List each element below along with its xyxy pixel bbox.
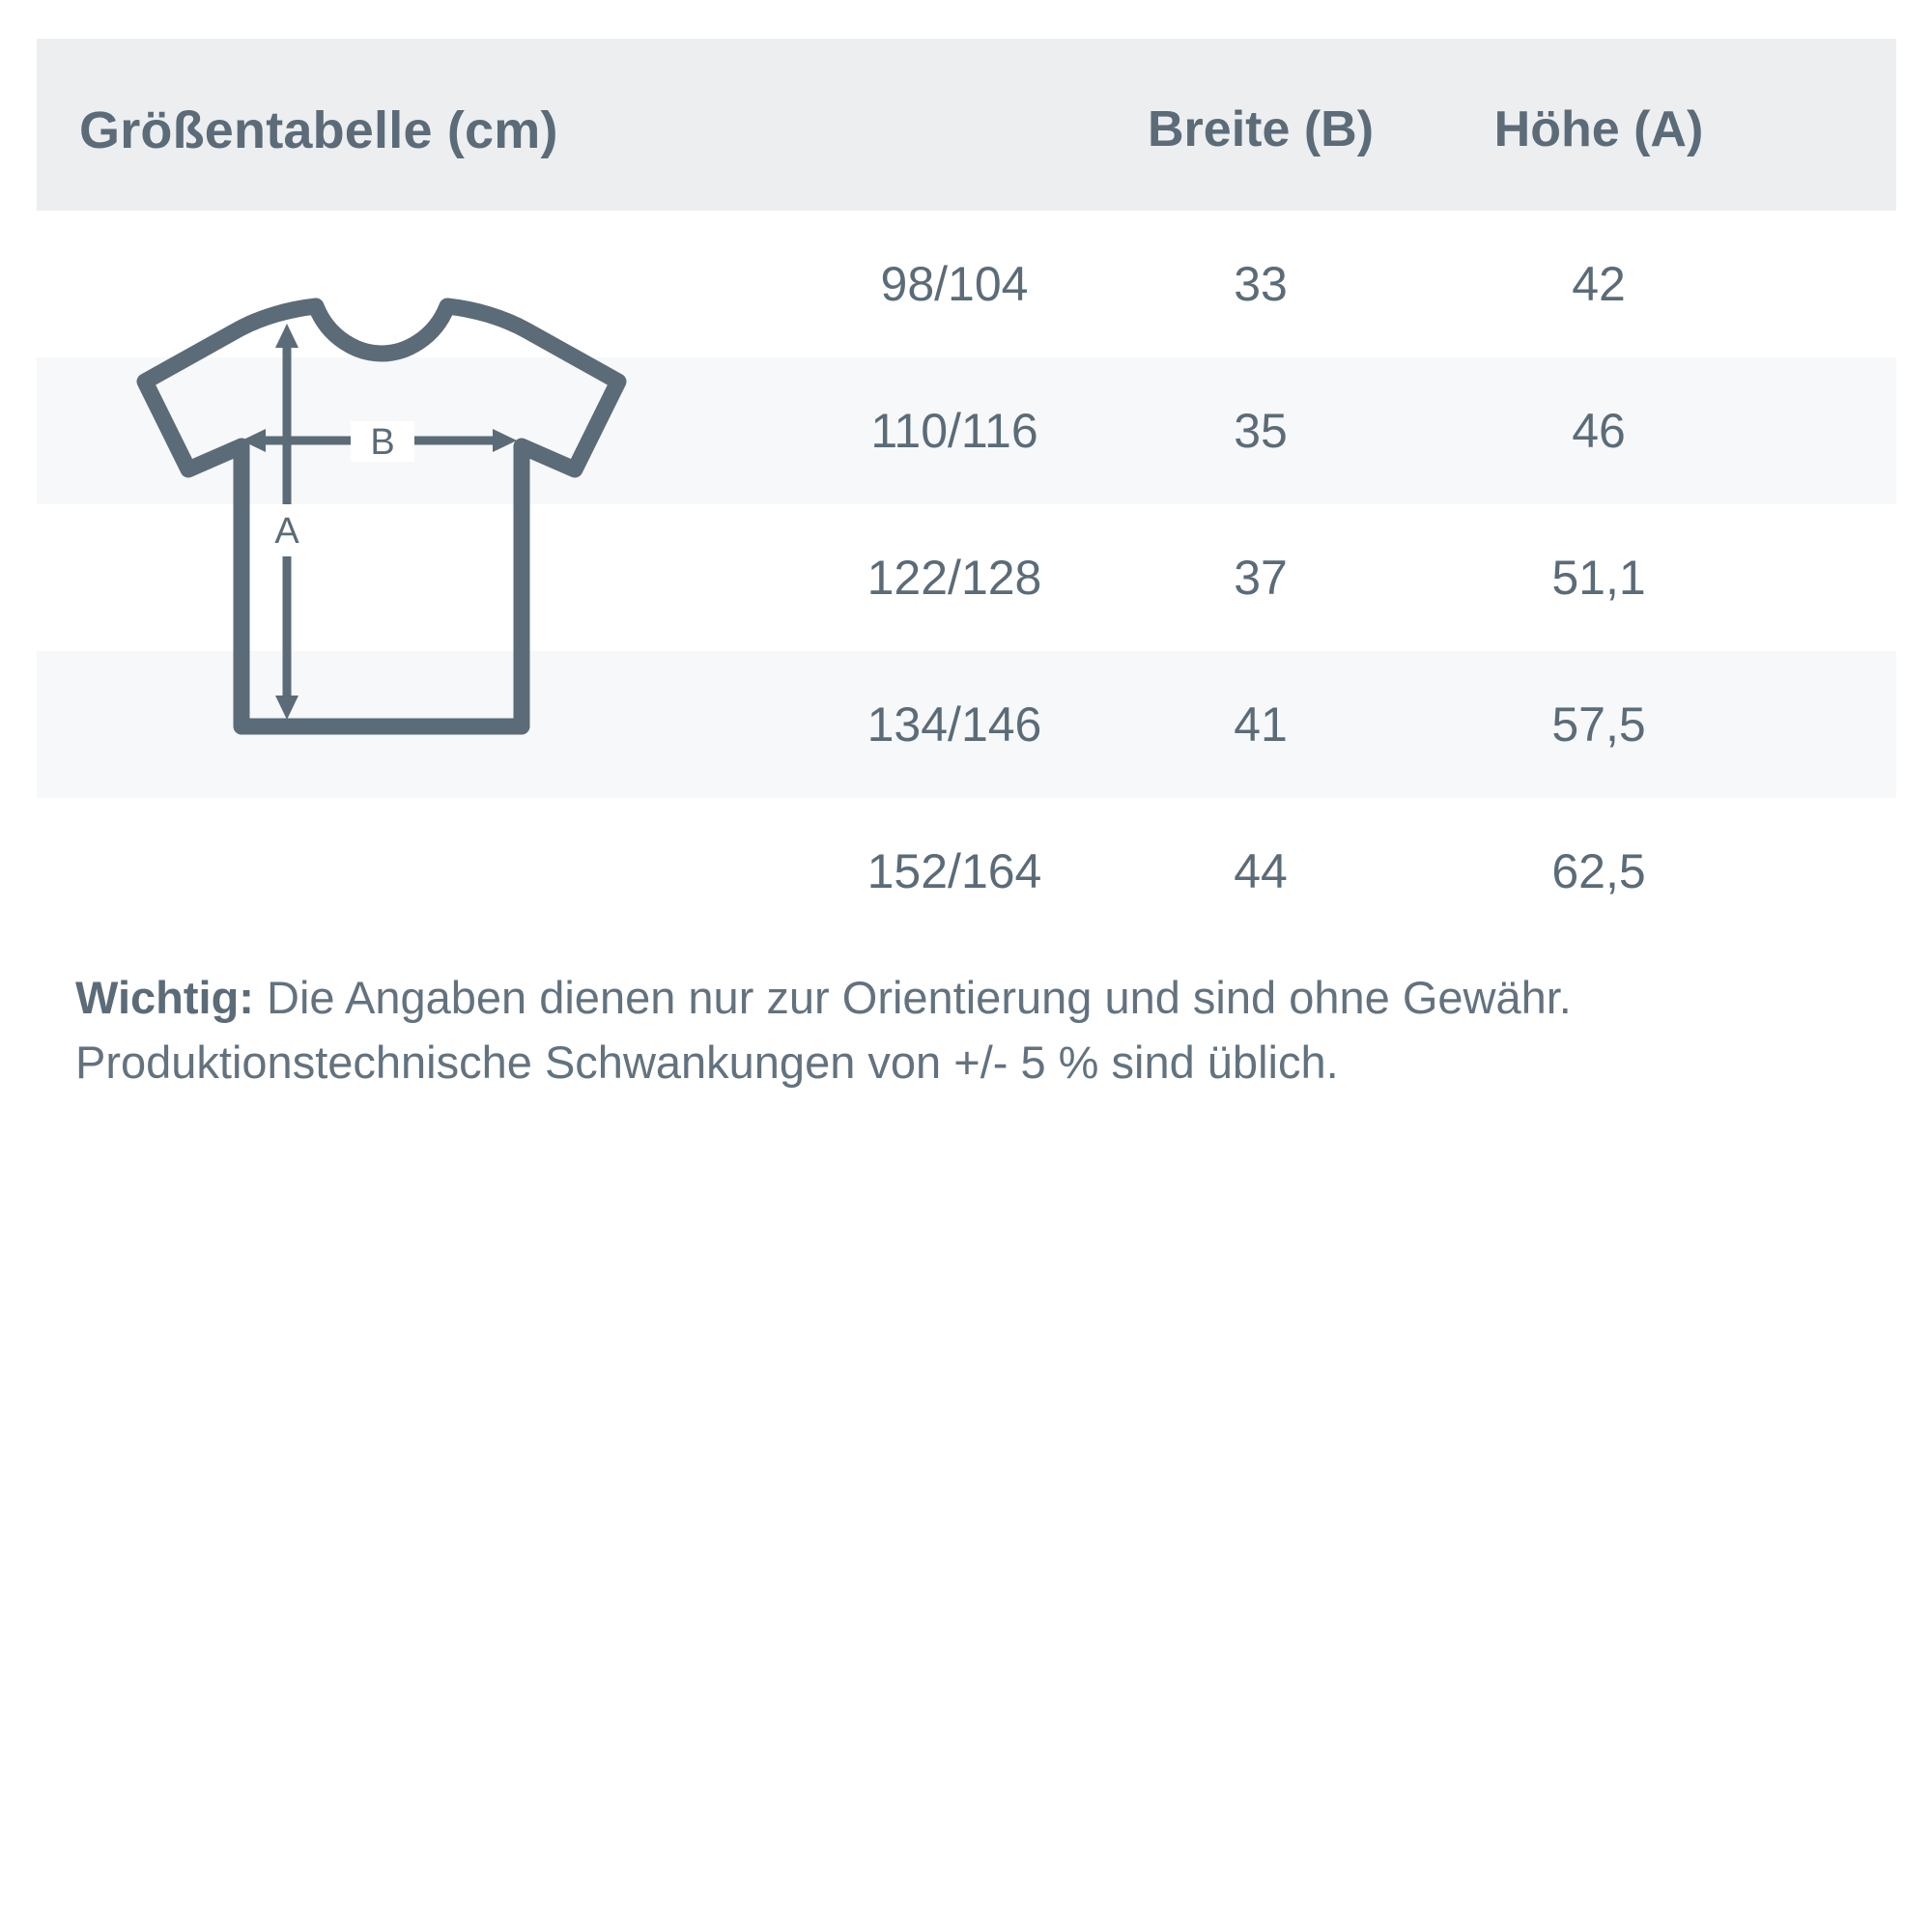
cell-width: 37 [1234,551,1288,605]
column-header-height: Höhe (A) [1493,101,1704,157]
cell-size: 134/146 [867,697,1042,752]
disclaimer-label: Wichtig: [75,972,254,1023]
tshirt-diagram [92,280,671,782]
cell-height: 51,1 [1551,551,1646,605]
cell-width: 44 [1234,844,1288,898]
disclaimer-note [75,966,1814,1094]
cell-height: 62,5 [1551,844,1646,898]
cell-size: 152/164 [867,844,1042,898]
column-header-width: Breite (B) [1147,101,1375,157]
tshirt-outline-icon [145,306,618,726]
cell-height: 46 [1572,404,1626,458]
cell-height: 42 [1572,257,1626,311]
height-label: A [274,511,299,552]
cell-width: 33 [1234,257,1288,311]
width-label: B [370,422,395,463]
disclaimer-text: Die Angaben dienen nur zur Orientierung und sind ohne Gewähr. Produktionstechnische Schwankungen von +/- 5 % sind üblich. [75,972,1572,1088]
page-title: Größentabelle (cm) [79,101,558,159]
cell-width: 35 [1234,404,1288,458]
cell-width: 41 [1234,697,1288,752]
table-row [37,798,1896,945]
cell-size: 98/104 [880,257,1029,311]
cell-size: 110/116 [870,404,1038,458]
cell-size: 122/128 [867,551,1042,605]
cell-height: 57,5 [1551,697,1646,752]
